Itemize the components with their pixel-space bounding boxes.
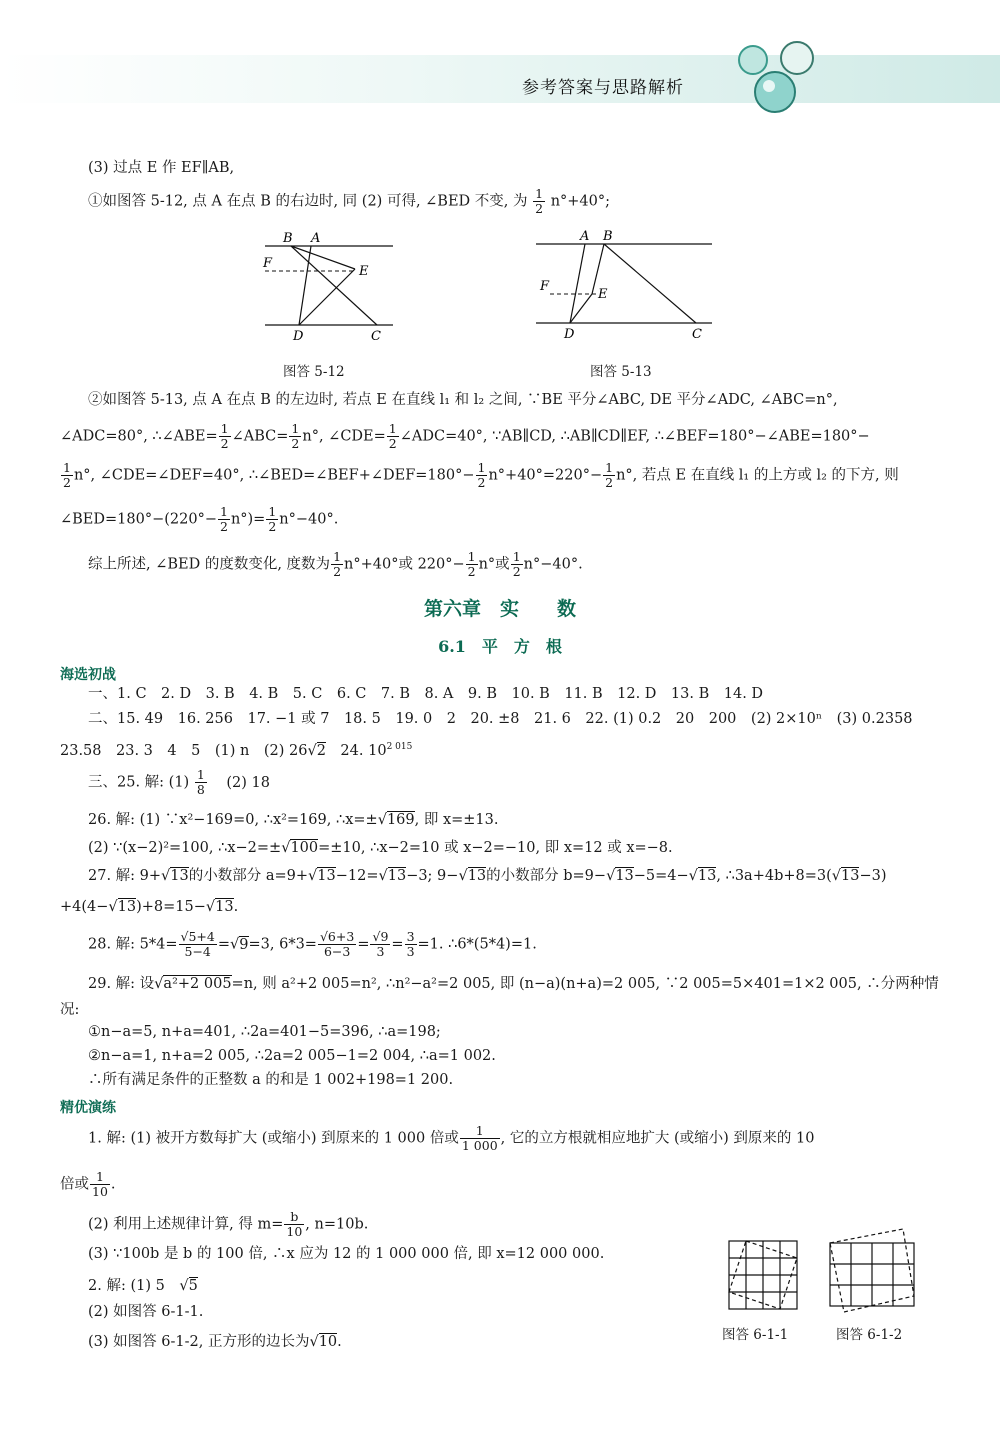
chapter-title: 第六章 实 数 <box>423 598 576 620</box>
text-line: 二、15. 49 16. 256 17. −1 或 7 18. 5 19. 0 2 20. ±8 21. 6 22. (1) 0.2 20 200 (2) 2×10ⁿ (3) 0.2358 <box>88 711 913 727</box>
text-line: ②n−a=1, n+a=2 005, ∴2a=2 005−1=2 004, ∴a=1 002. <box>88 1048 496 1064</box>
figure-caption: 图答 6-1-1 <box>722 1327 789 1343</box>
point-label: C <box>371 329 381 344</box>
text-line: (3) ∵100b 是 b 的 100 倍, ∴x 应为 12 的 1 000 000 倍, 即 x=12 000 000. <box>88 1246 605 1262</box>
text-line: (3) 过点 E 作 EF∥AB, <box>88 160 235 176</box>
point-label: E <box>359 264 369 279</box>
point-label: A <box>580 229 590 244</box>
fraction: $\frac{1}{2}$ <box>535 186 544 216</box>
point-label: D <box>293 329 304 344</box>
text-line: 29. 解: 设√a²+2 005=n, 则 a²+2 005=n², ∴n²−a²=2 005, 即 (n−a)(n+a)=2 005, ∵2 005=5×401=1×2 005, ∴分两种情 <box>88 976 939 992</box>
text-line: 28. 解: 5*4= $\frac{√5+4}{5-4}$ =√9=3, 6*3= $\frac{√6+3}{6-3}$ = $\frac{√9}{3}$ = $\frac{3}{3}$ =1. ∴6*(5*4)=1. <box>88 929 537 959</box>
bubbles-decoration <box>735 40 835 120</box>
text-line: (2) 如图答 6-1-1. <box>88 1304 204 1320</box>
text-line: (3) 如图答 6-1-2, 正方形的边长为√10. <box>88 1334 342 1350</box>
text-line: 27. 解: 9+√13的小数部分 a=9+√13−12=√13−3; 9−√13的小数部分 b=9−√13−5=4−√13, ∴3a+4b+8=3(√13−3) <box>88 868 887 884</box>
text-line: 2. 解: (1) 5 √5 <box>88 1278 198 1294</box>
text-line: +4(4−√13)+8=15−√13. <box>60 899 239 915</box>
text-line: (2) 利用上述规律计算, 得 m= $\frac{b}{10}$ , n=10b. <box>88 1209 369 1239</box>
text-line: 倍或 $\frac{1}{10}$ . <box>60 1169 116 1199</box>
text-line: 23.58 23. 3 4 5 (1) n (2) 26√2 24. $10^{2 015}$ <box>60 742 413 759</box>
text-line: ①如图答 5-12, 点 A 在点 B 的右边时, 同 (2) 可得, ∠BED 不变, 为 $\frac{1}{2}$ n°+40°; <box>88 186 611 216</box>
text-line: 26. 解: (1) ∵x²−169=0, ∴x²=169, ∴x=±√169, 即 x=±13. <box>88 812 499 828</box>
text-line: 综上所述, ∠BED 的度数变化, 度数为 $\frac{1}{2}$ n°+40°或 220°− $\frac{1}{2}$ n°或 $\frac{1}{2}$ n°−40°. <box>88 549 583 579</box>
figure-caption: 图答 5-13 <box>590 364 652 380</box>
figure-5-13 <box>530 228 720 348</box>
text-line: (2) ∵(x−2)²=100, ∴x−2=±√100=±10, ∴x−2=10 或 x−2=−10, 即 x=12 或 x=−8. <box>88 840 673 856</box>
point-label: A <box>311 231 321 246</box>
text-line: ①n−a=5, n+a=401, ∴2a=401−5=396, ∴a=198; <box>88 1024 441 1040</box>
figure-caption: 图答 6-1-2 <box>836 1327 903 1343</box>
point-label: B <box>603 229 613 244</box>
header-band <box>0 55 1000 103</box>
point-label: F <box>263 256 273 271</box>
point-label: F <box>540 279 550 294</box>
point-label: E <box>598 287 608 302</box>
figure-6-1-2 <box>820 1226 920 1316</box>
point-label: B <box>283 231 293 246</box>
text-line: 况: <box>60 1002 80 1018</box>
section-label: 海选初战 <box>60 667 116 683</box>
figure-5-12 <box>255 228 405 348</box>
section-title: 6.1 平 方 根 <box>438 637 562 656</box>
text-line: 1. 解: (1) 被开方数每扩大 (或缩小) 到原来的 1 000 倍或 $\frac{1}{1 000}$ , 它的立方根就相应地扩大 (或缩小) 到原来的 10 <box>88 1123 815 1153</box>
point-label: C <box>692 327 702 342</box>
figure-caption: 图答 5-12 <box>283 364 345 380</box>
text-line: ∴所有满足条件的正整数 a 的和是 1 002+198=1 200. <box>88 1072 454 1088</box>
page-header-title: 参考答案与思路解析 <box>522 78 684 98</box>
section-label: 精优演练 <box>60 1100 116 1116</box>
point-label: D <box>564 327 575 342</box>
text-line: $\frac{1}{2}$ n°, ∠CDE=∠DEF=40°, ∴∠BED=∠BEF+∠DEF=180°− $\frac{1}{2}$ n°+40°=220°− $\frac{1}{2}$ n°, 若点 E 在直线 l₁ 的上方或 l₂ 的下方, 则 <box>63 460 899 490</box>
text-line: 一、1. C 2. D 3. B 4. B 5. C 6. C 7. B 8. A 9. B 10. B 11. B 12. D 13. B 14. D <box>88 686 764 702</box>
text-line: ∠BED=180°−(220°− $\frac{1}{2}$ n°)= $\frac{1}{2}$ n°−40°. <box>60 504 339 534</box>
text-line: ∠ADC=80°, ∴∠ABE= $\frac{1}{2}$ ∠ABC= $\frac{1}{2}$ n°, ∠CDE= $\frac{1}{2}$ ∠ADC=40°, ∵AB∥CD, ∴AB∥CD∥EF, ∴∠BEF=180°−∠ABE=180°− <box>60 421 870 451</box>
figure-6-1-1 <box>728 1240 800 1312</box>
text-line: 三、25. 解: (1) $\frac{1}{8}$ (2) 18 <box>88 767 270 797</box>
text-line: ②如图答 5-13, 点 A 在点 B 的左边时, 若点 E 在直线 l₁ 和 l₂ 之间, ∵BE 平分∠ABC, DE 平分∠ADC, ∠ABC=n°, <box>88 392 838 408</box>
